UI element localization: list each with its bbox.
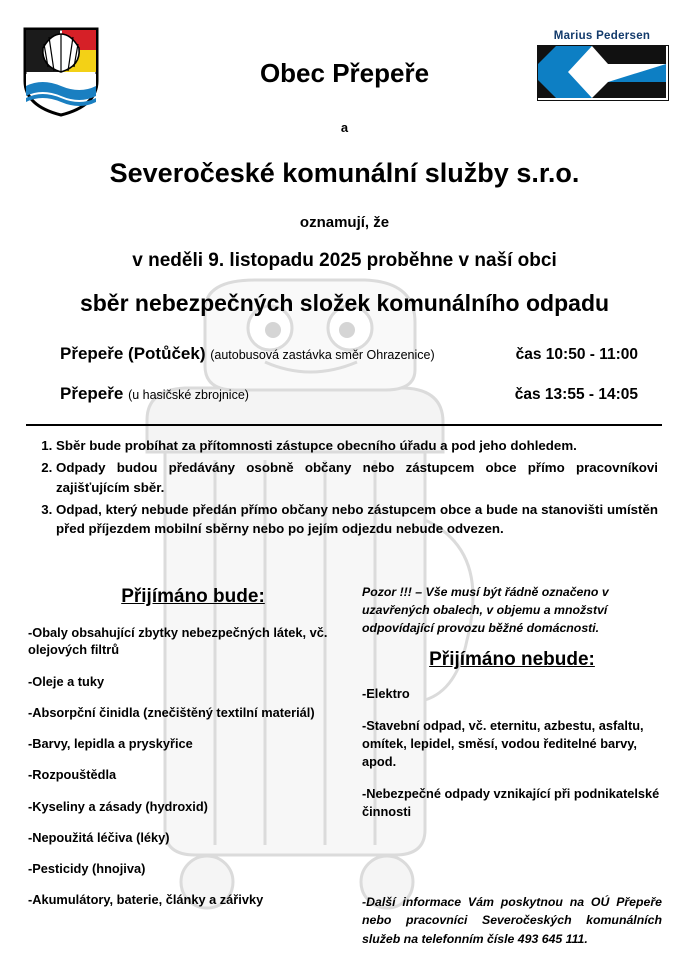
accepted-item: -Barvy, lepidla a pryskyřice [28, 736, 193, 752]
contact-footnote: -Další informace Vám poskytnou na OÚ Přepeře nebo pracovníci Severočeských komunálních služeb na telefonním čísle 493 645 111. [362, 895, 662, 946]
event-date-line: v neděli 9. listopadu 2025 proběhne v naší obci [132, 250, 557, 271]
rules-list [34, 436, 658, 541]
accepted-item: -Kyseliny a zásady (hydroxid) [28, 798, 208, 814]
stop-note: (u hasičské zbrojnice) [128, 388, 249, 402]
accepted-item: -Nepoužitá léčiva (léky) [28, 829, 170, 845]
stop-time: čas 13:55 - 14:05 [514, 386, 638, 403]
accepted-item: -Absorpční činidla (znečištěný textilní materiál) [28, 704, 315, 720]
rule-item: 1. Sběr bude probíhat za přítomnosti zástupce obecního úřadu a pod jeho dohledem. [56, 436, 658, 455]
rejected-item: -Elektro [362, 686, 410, 702]
page-title: Obec Přepeře [259, 58, 430, 88]
accepted-item: -Akumulátory, baterie, články a zářivky [28, 892, 264, 908]
warning-text: Pozor !!! – Vše musí být řádně označeno v uzavřených obalech, v objemu a množství odpovídající provozu běžné domácnosti. [362, 585, 609, 635]
logo-title: Marius Pedersen [553, 30, 651, 42]
rule-item: 3. Odpad, který nebude předán přímo občany nebo zástupcem obce a bude na stanovišti umístěn před příjezdem mobilní sběrny nebo po jejím odjezdu nebude odvezen. [56, 500, 658, 539]
accepted-title: Přijímáno bude: [121, 586, 265, 607]
accepted-item: -Obaly obsahující zbytky nebezpečných látek, vč. olejových filtrů [28, 625, 328, 658]
rejected-item: -Nebezpečné odpady vznikající při podnikatelské činnosti [362, 786, 660, 820]
stop-note: (autobusová zastávka směr Ohrazenice) [210, 348, 435, 362]
event-subject: sběr nebezpečných složek komunálního odpadu [79, 290, 610, 316]
conjunction-text: a [340, 120, 349, 135]
collection-stop [60, 344, 638, 364]
accepted-item: -Rozpouštědla [28, 767, 117, 783]
stop-time: čas 10:50 - 11:00 [515, 346, 638, 363]
accepted-item: -Pesticidy (hnojiva) [28, 861, 146, 877]
announce-text: oznamují, že [299, 214, 390, 231]
company-title: Severočeské komunální služby s.r.o. [109, 158, 580, 188]
divider [26, 424, 662, 426]
stop-place: Přepeře (Potůček) [60, 344, 206, 363]
collection-stop [60, 384, 638, 404]
rule-item: 2. Odpady budou předávány osobně občany nebo zástupcem obce přímo pracovníkovi zajišťujícím sběr. [56, 458, 658, 497]
accepted-item: -Oleje a tuky [28, 673, 105, 689]
accepted-section [28, 586, 358, 923]
rejected-item: -Stavební odpad, vč. eternitu, azbestu, asfaltu, omítek, lepidel, směsí, vodou ředitelné barvy, apod. [362, 718, 644, 770]
rejected-section [362, 584, 662, 835]
stop-place: Přepeře [60, 384, 124, 403]
rejected-title: Přijímáno nebude: [429, 649, 595, 671]
